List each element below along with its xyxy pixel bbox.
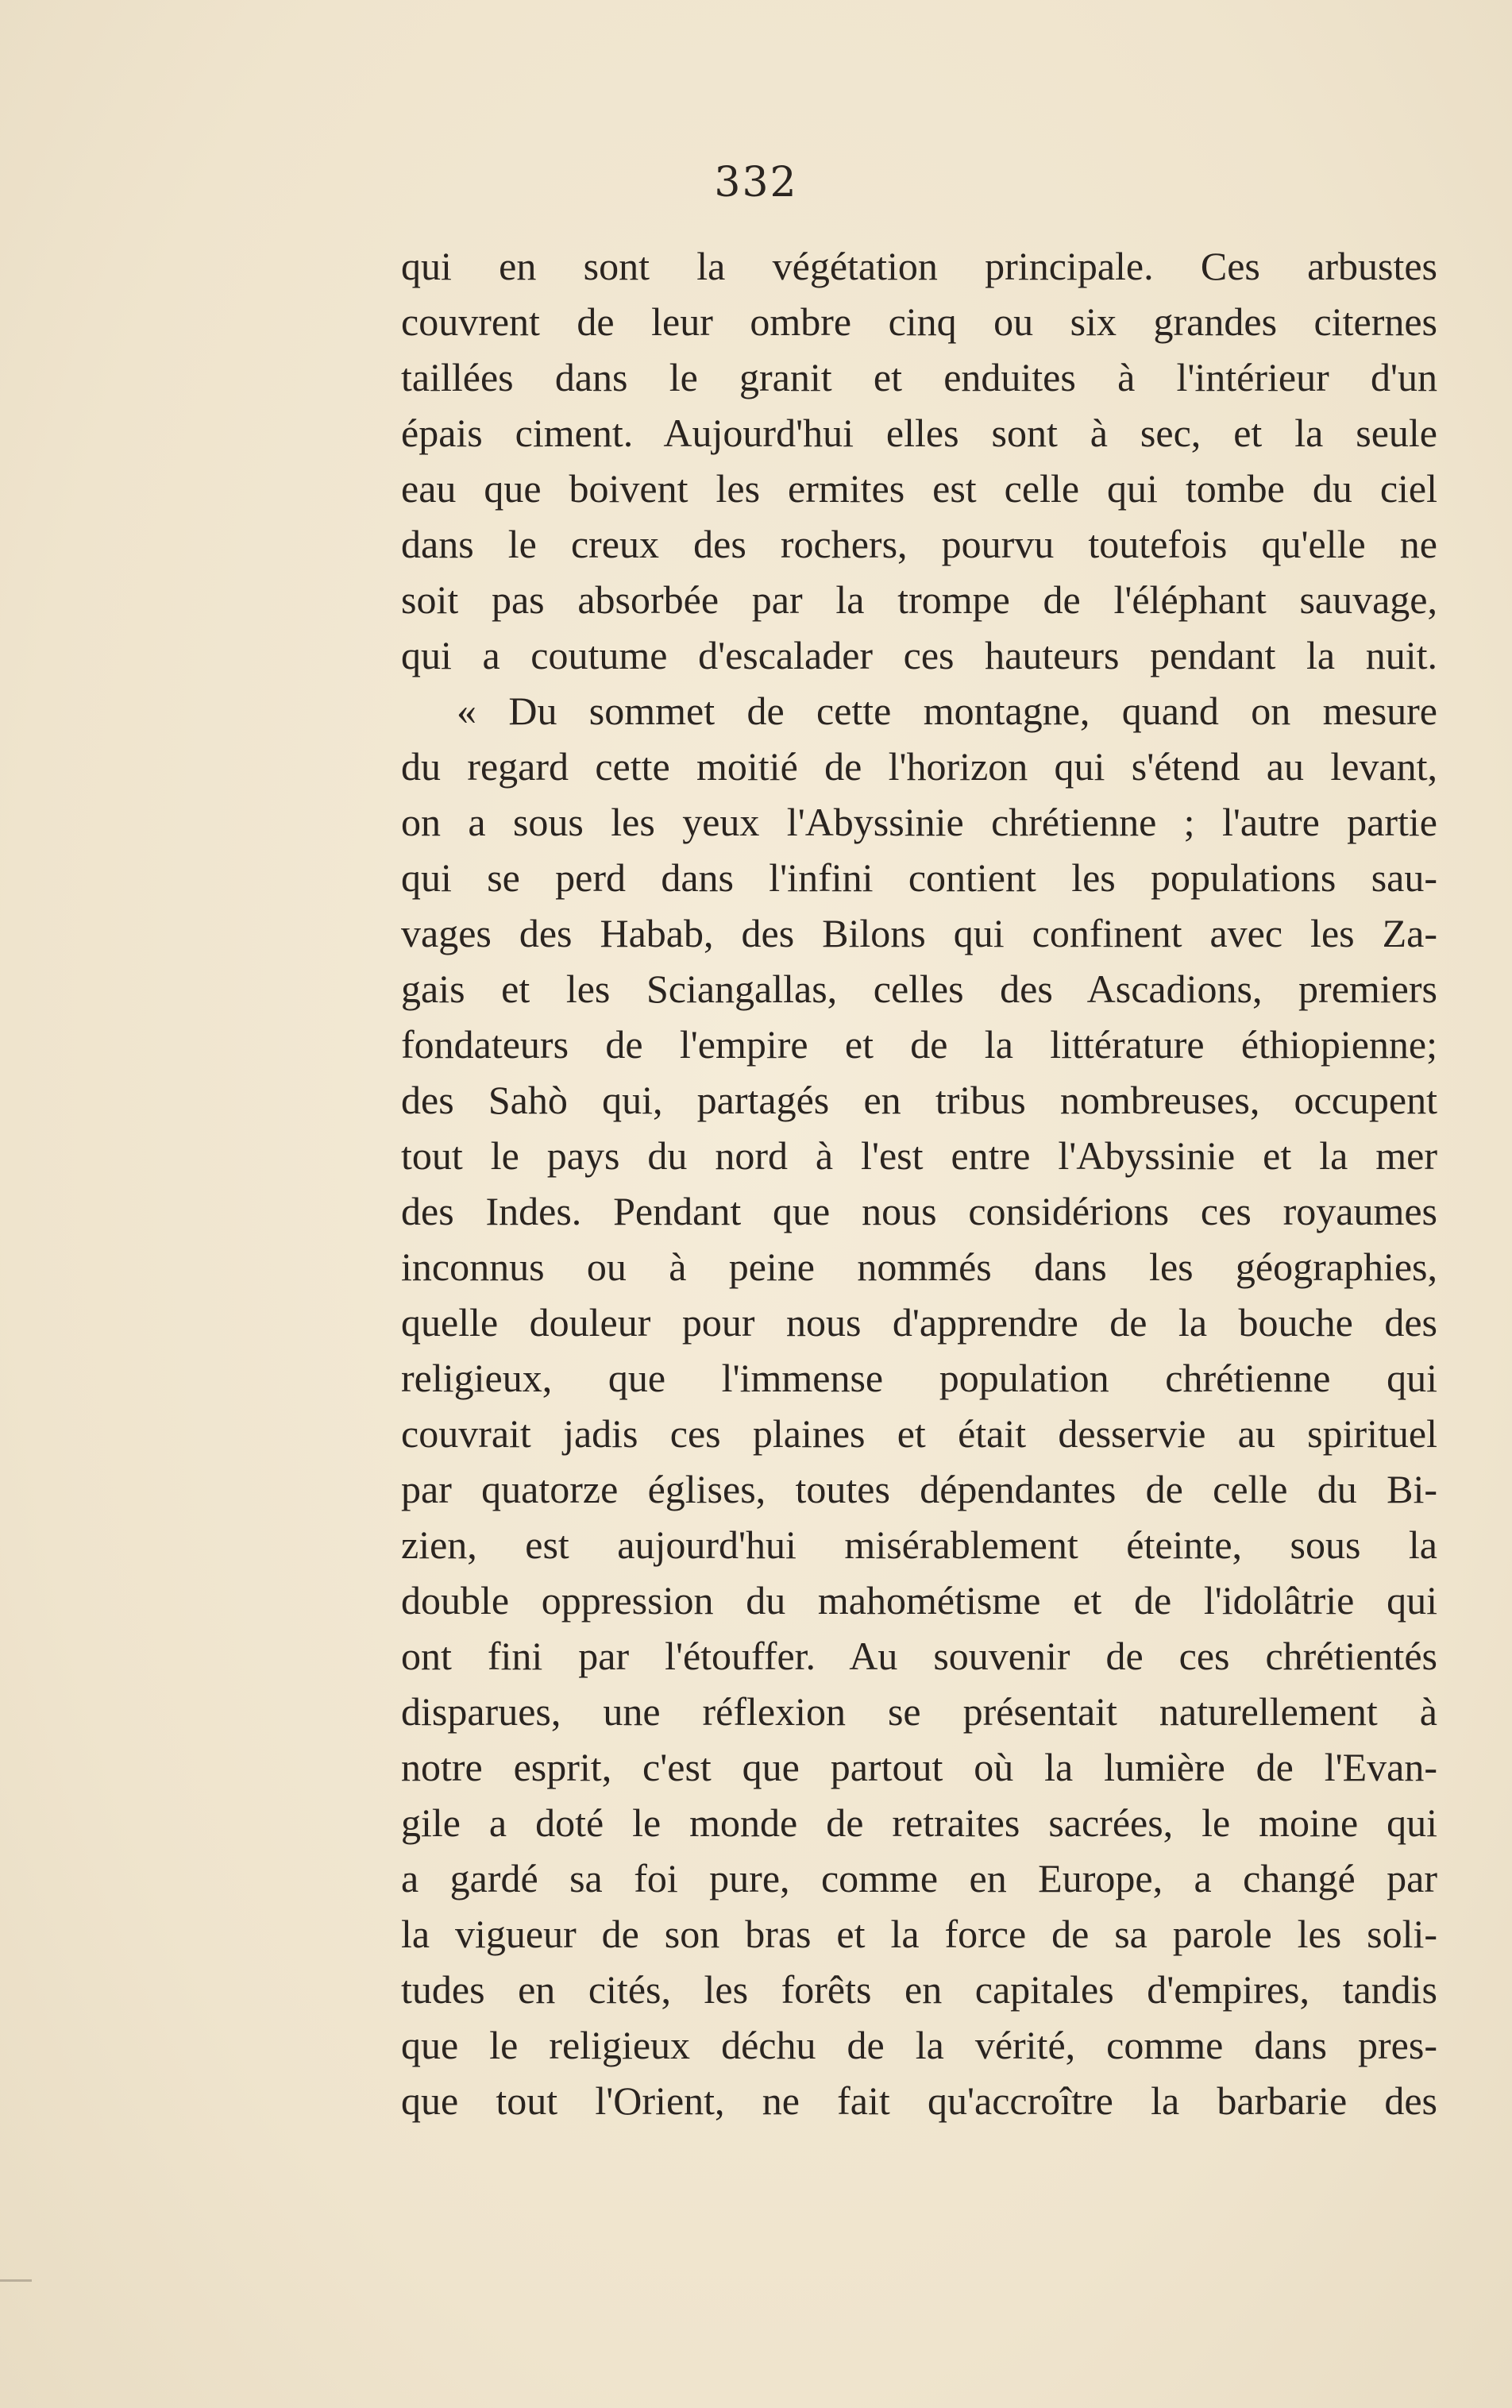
text-line: tudes en cités, les forêts en capitales d'empires, tandis bbox=[401, 1967, 1437, 2012]
text-line: fondateurs de l'empire et de la littérature éthiopienne; bbox=[401, 1022, 1437, 1067]
text-line: notre esprit, c'est que partout où la lumière de l'Evan- bbox=[401, 1745, 1437, 1789]
text-line: disparues, une réflexion se présentait naturellement à bbox=[401, 1689, 1437, 1734]
text-line: dans le creux des rochers, pourvu toutefois qu'elle ne bbox=[401, 522, 1437, 566]
text-line: gile a doté le monde de retraites sacrées, le moine qui bbox=[401, 1800, 1437, 1845]
body-text bbox=[401, 238, 1437, 2128]
text-line: épais ciment. Aujourd'hui elles sont à sec, et la seule bbox=[401, 411, 1437, 455]
paragraph-start-line: « Du sommet de cette montagne, quand on mesure bbox=[457, 689, 1437, 733]
text-line: que tout l'Orient, ne fait qu'accroître la barbarie des bbox=[401, 2078, 1437, 2123]
text-line: tout le pays du nord à l'est entre l'Abyssinie et la mer bbox=[401, 1133, 1437, 1178]
text-line: couvrait jadis ces plaines et était desservie au spirituel bbox=[401, 1411, 1437, 1456]
text-line: couvrent de leur ombre cinq ou six grandes citernes bbox=[401, 299, 1437, 344]
text-line: inconnus ou à peine nommés dans les géographies, bbox=[401, 1245, 1437, 1289]
text-line: zien, est aujourd'hui misérablement éteinte, sous la bbox=[401, 1522, 1437, 1567]
text-line: double oppression du mahométisme et de l'idolâtrie qui bbox=[401, 1578, 1437, 1623]
text-line: a gardé sa foi pure, comme en Europe, a changé par bbox=[401, 1856, 1437, 1901]
text-line: gais et les Sciangallas, celles des Ascadions, premiers bbox=[401, 967, 1437, 1011]
text-line: du regard cette moitié de l'horizon qui s'étend au levant, bbox=[401, 744, 1437, 789]
text-line: par quatorze églises, toutes dépendantes de celle du Bi- bbox=[401, 1467, 1437, 1511]
text-line: qui en sont la végétation principale. Ces arbustes bbox=[401, 244, 1437, 288]
text-line: quelle douleur pour nous d'apprendre de la bouche des bbox=[401, 1300, 1437, 1345]
text-line: qui se perd dans l'infini contient les populations sau- bbox=[401, 855, 1437, 900]
text-line: taillées dans le granit et enduites à l'intérieur d'un bbox=[401, 355, 1437, 399]
text-line: la vigueur de son bras et la force de sa parole les soli- bbox=[401, 1912, 1437, 1956]
text-line: vages des Habab, des Bilons qui confinent avec les Za- bbox=[401, 911, 1437, 955]
text-line: que le religieux déchu de la vérité, comme dans pres- bbox=[401, 2023, 1437, 2067]
text-line: on a sous les yeux l'Abyssinie chrétienne ; l'autre partie bbox=[401, 800, 1437, 844]
text-line: religieux, que l'immense population chrétienne qui bbox=[401, 1356, 1437, 1400]
text-line: soit pas absorbée par la trompe de l'éléphant sauvage, bbox=[401, 577, 1437, 622]
text-line: eau que boivent les ermites est celle qui tombe du ciel bbox=[401, 466, 1437, 511]
page-number: 332 bbox=[714, 159, 798, 206]
text-line: ont fini par l'étouffer. Au souvenir de ces chrétientés bbox=[401, 1634, 1437, 1678]
text-line: des Sahò qui, partagés en tribus nombreuses, occupent bbox=[401, 1078, 1437, 1122]
text-line: des Indes. Pendant que nous considérions ces royaumes bbox=[401, 1189, 1437, 1233]
scan-edge-mark bbox=[0, 2279, 32, 2282]
text-line: qui a coutume d'escalader ces hauteurs pendant la nuit. bbox=[401, 633, 1437, 677]
